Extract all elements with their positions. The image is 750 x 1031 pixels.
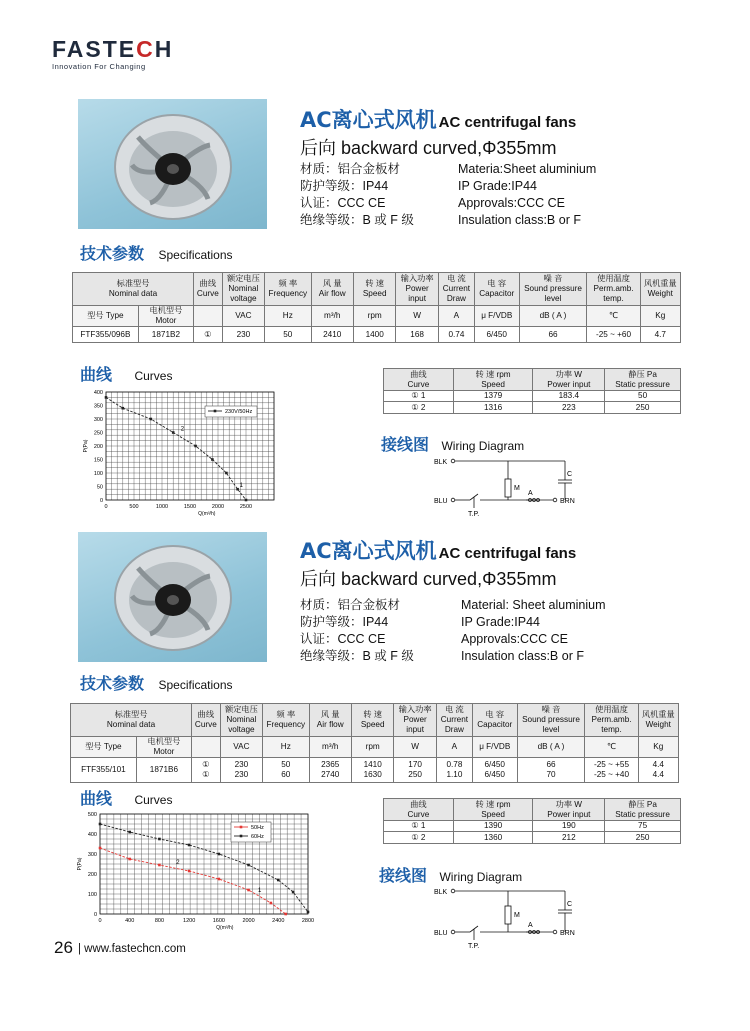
x-tick-label: 1000 <box>155 504 169 510</box>
product-photo-2 <box>78 532 267 662</box>
header-voltage: 额定电压 Nominal voltage <box>220 704 262 737</box>
curve-annotation: 2 <box>176 860 180 866</box>
x-tick-label: 2500 <box>239 504 253 510</box>
header-voltage: 额定电压 Nominal voltage <box>222 273 264 306</box>
unit-cell: Hz <box>263 737 309 758</box>
curve-header-power: 功率 W Power input <box>533 799 605 821</box>
unit-cell: Kg <box>638 737 678 758</box>
spec-ip-en: IP Grade:IP44 <box>461 615 540 629</box>
cell-noise: 66 70 <box>517 758 585 783</box>
curve-cell: 190 <box>533 821 605 832</box>
fan-impeller-image <box>78 99 267 229</box>
wire-label-a: A <box>528 922 533 929</box>
table-units-row <box>71 737 679 758</box>
header-power: 输入功率 Power input <box>396 273 438 306</box>
curve-cell: 212 <box>533 832 605 844</box>
curve-table-2 <box>383 798 681 844</box>
x-tick-label: 0 <box>98 918 102 924</box>
y-tick-label: 0 <box>93 912 97 918</box>
unit-cell: μ F/VDB <box>474 306 519 327</box>
x-tick-label: 800 <box>154 918 165 924</box>
curve-header-pressure: 静压 Pa Static pressure <box>605 369 681 391</box>
spec-material-cn: 材质：铝合金板材 <box>300 162 401 176</box>
wire-label-blk: BLK <box>434 459 448 466</box>
logo-text-accent: C <box>136 36 155 62</box>
cell-speed: 1410 1630 <box>351 758 393 783</box>
curve-cell: ① 2 <box>384 402 454 414</box>
curves-heading-1 <box>80 362 172 385</box>
wiring-title-en: Wiring Diagram <box>439 870 523 884</box>
wire-label-motor: M <box>514 485 520 492</box>
cell-temperature: -25 ~ +55 -25 ~ +40 <box>585 758 638 783</box>
unit-cell <box>194 306 223 327</box>
y-tick-label: 250 <box>93 430 103 437</box>
fan-impeller-image <box>78 532 267 662</box>
curve-header-power: 功率 W Power input <box>533 369 605 391</box>
x-tick-label: 500 <box>129 504 139 510</box>
header-power: 输入功率 Power input <box>394 704 436 737</box>
wire-label-blk: BLK <box>434 889 448 896</box>
wiring-diagram-2 <box>430 882 590 952</box>
curve-table-header <box>384 799 681 821</box>
data-point <box>99 823 102 826</box>
data-point <box>150 418 153 421</box>
data-point <box>128 858 131 861</box>
table-row <box>71 758 679 783</box>
data-point <box>247 864 250 867</box>
y-tick-label: 100 <box>87 892 97 898</box>
y-axis-label: P(Pa) <box>83 439 89 453</box>
wire-label-motor: M <box>514 912 520 919</box>
header-nominal: 标准型号 Nominal data <box>73 273 194 306</box>
spec-approvals-cn: 认证：CCC CE <box>300 632 386 646</box>
wire-label-blu: BLU <box>434 930 448 937</box>
curve-cell: 250 <box>605 832 681 844</box>
x-tick-label: 0 <box>104 504 108 510</box>
header-frequency: 频 率 Frequency <box>265 273 311 306</box>
unit-cell: 电机型号 Motor <box>138 306 193 327</box>
spec-table-1 <box>72 272 681 343</box>
wiring-title-cn: 接线图 <box>379 866 428 885</box>
cell-current: 0.78 1.10 <box>436 758 472 783</box>
data-point <box>292 891 295 894</box>
unit-cell: W <box>396 306 438 327</box>
unit-cell: m³/h <box>311 306 353 327</box>
cell-temperature: -25 ~ +60 <box>587 327 640 343</box>
cell-type: FTF355/096B <box>73 327 139 343</box>
data-point <box>105 396 108 399</box>
curves-title-cn: 曲线 <box>80 365 113 384</box>
spec-insulation-cn: 绝缘等级：B 或 F 级 <box>300 213 414 227</box>
header-current: 电 流 Current Draw <box>438 273 474 306</box>
legend-label: 60Hz <box>251 834 264 840</box>
cell-curve: ① ① <box>192 758 221 783</box>
header-nominal: 标准型号 Nominal data <box>71 704 192 737</box>
cell-motor: 1871B6 <box>136 758 191 783</box>
curve-table-1 <box>383 368 681 414</box>
performance-chart-1 <box>76 384 276 524</box>
cell-curve: ① <box>194 327 223 343</box>
spec-ip-cn: 防护等级：IP44 <box>300 615 389 629</box>
spec-table-2 <box>70 703 679 783</box>
cell-power: 168 <box>396 327 438 343</box>
x-axis-label: Q(m³/h) <box>216 925 234 931</box>
spec-approvals-en: Approvals:CCC CE <box>461 632 568 646</box>
curve-cell: 1360 <box>453 832 533 844</box>
cell-voltage: 230 230 <box>220 758 262 783</box>
wire-label-tp: T.P. <box>468 511 480 518</box>
curve-cell: 223 <box>533 402 605 414</box>
table-header-row <box>71 704 679 737</box>
spec-ip-en: IP Grade:IP44 <box>458 179 537 193</box>
curves-title-en: Curves <box>134 793 173 807</box>
header-frequency: 频 率 Frequency <box>263 704 309 737</box>
header-speed: 转 速 Speed <box>353 273 395 306</box>
data-point <box>172 431 175 434</box>
curve-cell: 1390 <box>453 821 533 832</box>
wiring-diagram-1 <box>430 452 590 522</box>
curve-cell: 1379 <box>453 391 533 402</box>
data-point <box>236 488 239 491</box>
title-cn: AC离心式风机 <box>300 108 437 132</box>
spec-approvals-en: Approvals:CCC CE <box>458 196 565 210</box>
specifications-heading-1 <box>80 241 233 264</box>
cell-capacitor: 6/450 <box>474 327 519 343</box>
data-point <box>247 889 250 892</box>
data-point <box>211 458 214 461</box>
cell-noise: 66 <box>519 327 587 343</box>
header-curve: 曲线 Curve <box>192 704 221 737</box>
unit-cell: A <box>436 737 472 758</box>
data-point <box>188 844 191 847</box>
y-tick-label: 200 <box>87 872 97 878</box>
logo-text-prefix: FASTE <box>52 36 137 62</box>
data-point <box>277 879 280 882</box>
specs-cn-list-2 <box>300 597 414 665</box>
header-noise: 噪 音 Sound pressure level <box>517 704 585 737</box>
wire-label-tp: T.P. <box>468 943 480 950</box>
brand-tagline: Innovation For Changing <box>52 62 146 71</box>
x-tick-label: 1600 <box>212 918 225 924</box>
section-title-en: Specifications <box>158 248 233 262</box>
legend-marker <box>214 410 217 413</box>
cell-voltage: 230 <box>222 327 264 343</box>
legend-label: 230V/50Hz <box>225 409 253 415</box>
wire-label-capacitor: C <box>567 471 573 478</box>
section-title-en: Specifications <box>158 678 233 692</box>
curve-table-row <box>384 832 681 844</box>
data-point <box>158 838 161 841</box>
unit-cell: μ F/VDB <box>472 737 517 758</box>
page-number: 26 <box>54 938 73 957</box>
product-subtitle-2: 后向 backward curved,Φ355mm <box>300 569 557 589</box>
cell-power: 170 250 <box>394 758 436 783</box>
data-point <box>158 864 161 867</box>
y-tick-label: 400 <box>87 832 97 838</box>
spec-insulation-en: Insulation class:B or F <box>458 213 581 227</box>
y-tick-label: 400 <box>93 390 103 396</box>
product-subtitle-1: 后向 backward curved,Φ355mm <box>300 138 557 158</box>
curve-cell: 1316 <box>453 402 533 414</box>
legend-label: 50Hz <box>251 825 264 831</box>
header-weight: 风机重量 Weight <box>640 273 680 306</box>
unit-cell: VAC <box>220 737 262 758</box>
data-point <box>270 902 273 905</box>
spec-material-cn: 材质：铝合金板材 <box>300 598 401 612</box>
x-tick-label: 1200 <box>183 918 196 924</box>
y-tick-label: 200 <box>93 444 103 450</box>
curve-cell: ① 1 <box>384 821 454 832</box>
curve-header-curve: 曲线 Curve <box>384 369 454 391</box>
cell-current: 0.74 <box>438 327 474 343</box>
curve-header-pressure: 静压 Pa Static pressure <box>605 799 681 821</box>
header-weight: 风机重量 Weight <box>638 704 678 737</box>
unit-cell: rpm <box>351 737 393 758</box>
y-tick-label: 100 <box>93 471 103 477</box>
table-units-row <box>73 306 681 327</box>
curve-header-speed: 转 速 rpm Speed <box>453 799 533 821</box>
header-airflow: 风 量 Air flow <box>311 273 353 306</box>
legend-marker <box>240 835 243 838</box>
website-link[interactable]: | www.fastechcn.com <box>78 943 186 955</box>
x-tick-label: 2000 <box>211 504 225 510</box>
legend-marker <box>240 826 243 829</box>
cell-capacitor: 6/450 6/450 <box>472 758 517 783</box>
x-tick-label: 400 <box>125 918 135 924</box>
unit-cell: ℃ <box>585 737 638 758</box>
cell-motor: 1871B2 <box>138 327 193 343</box>
curve-table-row <box>384 391 681 402</box>
curve-header-speed: 转 速 rpm Speed <box>453 369 533 391</box>
y-tick-label: 0 <box>99 498 103 504</box>
header-curve: 曲线 Curve <box>194 273 223 306</box>
wiring-title-en: Wiring Diagram <box>441 439 525 453</box>
data-point <box>188 870 191 873</box>
performance-chart-2 <box>74 806 324 936</box>
table-header-row <box>73 273 681 306</box>
wire-label-brn: BRN <box>560 498 575 505</box>
curve-cell: 50 <box>605 391 681 402</box>
wire-label-a: A <box>528 490 533 497</box>
y-tick-label: 350 <box>93 403 103 410</box>
curve-cell: ① 1 <box>384 391 454 402</box>
y-tick-label: 300 <box>87 852 97 858</box>
wire-label-capacitor: C <box>567 901 573 908</box>
table-row <box>73 327 681 343</box>
title-en: AC centrifugal fans <box>438 545 577 562</box>
header-capacitor: 电 容 Capacitor <box>474 273 519 306</box>
data-point <box>245 499 248 502</box>
unit-cell: 电机型号 Motor <box>136 737 191 758</box>
header-noise: 噪 音 Sound pressure level <box>519 273 587 306</box>
specs-cn-list-1 <box>300 161 414 229</box>
specs-en-list-2 <box>461 597 606 665</box>
brand-logo <box>52 36 173 63</box>
data-point <box>307 911 310 914</box>
curve-cell: 75 <box>605 821 681 832</box>
header-current: 电 流 Current Draw <box>436 704 472 737</box>
unit-cell: ℃ <box>587 306 640 327</box>
curve-cell: ① 2 <box>384 832 454 844</box>
x-tick-label: 2800 <box>301 918 315 924</box>
data-point <box>194 445 197 448</box>
x-tick-label: 2400 <box>272 918 285 924</box>
unit-cell: dB ( A ) <box>519 306 587 327</box>
product-photo-1 <box>78 99 267 229</box>
spec-approvals-cn: 认证：CCC CE <box>300 196 386 210</box>
header-temperature: 使用温度 Perm.amb. temp. <box>587 273 640 306</box>
cell-frequency: 50 <box>265 327 311 343</box>
unit-cell: 型号 Type <box>71 737 137 758</box>
specs-en-list-1 <box>458 161 596 229</box>
section-title-cn: 技术参数 <box>80 674 145 693</box>
header-capacitor: 电 容 Capacitor <box>472 704 517 737</box>
unit-cell: 型号 Type <box>73 306 139 327</box>
header-airflow: 风 量 Air flow <box>309 704 351 737</box>
title-en: AC centrifugal fans <box>438 114 577 131</box>
spec-insulation-cn: 绝缘等级：B 或 F 级 <box>300 649 414 663</box>
header-temperature: 使用温度 Perm.amb. temp. <box>585 704 638 737</box>
data-point <box>218 878 221 881</box>
unit-cell: W <box>394 737 436 758</box>
data-point <box>122 407 125 410</box>
cell-frequency: 50 60 <box>263 758 309 783</box>
cell-speed: 1400 <box>353 327 395 343</box>
curves-title-en: Curves <box>134 369 173 383</box>
unit-cell: Kg <box>640 306 680 327</box>
cell-airflow: 2365 2740 <box>309 758 351 783</box>
unit-cell: Hz <box>265 306 311 327</box>
unit-cell: m³/h <box>309 737 351 758</box>
data-point <box>284 913 287 916</box>
curve-annotation: 1 <box>258 888 262 894</box>
product-title-2 <box>300 535 576 565</box>
y-tick-label: 150 <box>93 457 103 464</box>
y-axis-label: P(Pa) <box>77 857 83 871</box>
curves-title-cn: 曲线 <box>80 789 113 808</box>
spec-insulation-en: Insulation class:B or F <box>461 649 584 663</box>
product-title-1 <box>300 104 576 134</box>
x-axis-label: Q(m³/h) <box>198 511 216 517</box>
unit-cell: VAC <box>222 306 264 327</box>
curve-annotation: 1 <box>239 483 243 490</box>
specifications-heading-2 <box>80 671 233 694</box>
curve-header-curve: 曲线 Curve <box>384 799 454 821</box>
cell-weight: 4.7 <box>640 327 680 343</box>
wire-label-brn: BRN <box>560 930 575 937</box>
wire-label-blu: BLU <box>434 498 448 505</box>
x-tick-label: 2000 <box>242 918 255 924</box>
curve-table-row <box>384 821 681 832</box>
curve-table-row <box>384 402 681 414</box>
data-point <box>99 847 102 850</box>
wiring-title-cn: 接线图 <box>381 435 430 454</box>
y-tick-label: 500 <box>87 812 97 818</box>
curve-cell: 250 <box>605 402 681 414</box>
cell-type: FTF355/101 <box>71 758 137 783</box>
curve-cell: 183.4 <box>533 391 605 402</box>
title-cn: AC离心式风机 <box>300 539 437 563</box>
curve-table-header <box>384 369 681 391</box>
section-title-cn: 技术参数 <box>80 244 145 263</box>
header-speed: 转 速 Speed <box>351 704 393 737</box>
y-tick-label: 300 <box>93 417 103 423</box>
y-tick-label: 50 <box>96 484 103 491</box>
x-tick-label: 1500 <box>183 504 197 510</box>
spec-material-en: Materia:Sheet aluminium <box>458 162 597 176</box>
unit-cell: dB ( A ) <box>517 737 585 758</box>
logo-text-suffix: H <box>154 36 174 62</box>
unit-cell: rpm <box>353 306 395 327</box>
unit-cell <box>192 737 221 758</box>
unit-cell: A <box>438 306 474 327</box>
curve-annotation: 2 <box>180 426 185 433</box>
cell-airflow: 2410 <box>311 327 353 343</box>
data-point <box>225 472 228 475</box>
data-point <box>218 853 221 856</box>
spec-material-en: Material: Sheet aluminium <box>461 598 606 612</box>
spec-ip-cn: 防护等级：IP44 <box>300 179 389 193</box>
data-point <box>128 831 131 834</box>
cell-weight: 4.4 4.4 <box>638 758 678 783</box>
